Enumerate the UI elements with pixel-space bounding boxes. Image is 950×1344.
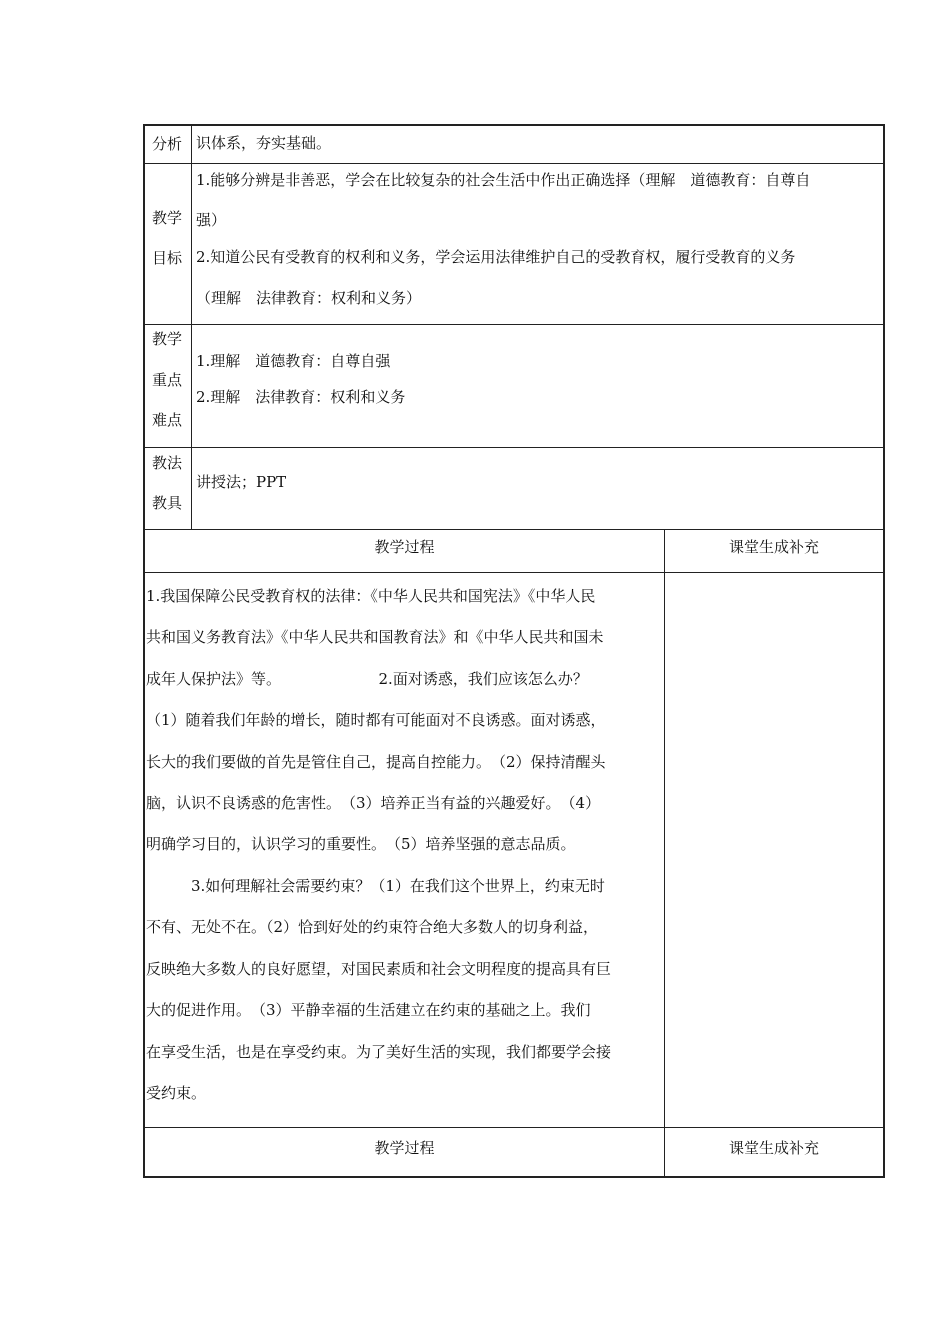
analysis-content: 识体系，夯实基础。: [196, 134, 332, 152]
process-line: 反映绝大多数人的良好愿望，对国民素质和社会文明程度的提高具有巨: [146, 960, 612, 978]
methods-content: 讲授法；PPT: [196, 473, 287, 491]
methods-label-line1: 教法: [151, 454, 182, 472]
table-border-left: [143, 124, 145, 1178]
process-line: 受约束。: [146, 1084, 207, 1102]
keypoints-line: 1.理解 道德教育：自尊自强: [196, 352, 391, 370]
row-divider: [143, 447, 885, 448]
process-line: 3.如何理解社会需要约束？（1）在我们这个世界上，约束无时: [146, 877, 605, 895]
objectives-line: 强）: [196, 211, 227, 229]
process-line: 在享受生活，也是在享受约束。为了美好生活的实现，我们都要学会接: [146, 1043, 612, 1061]
process-header-left: 教学过程: [374, 538, 435, 556]
objectives-line: （理解 法律教育：权利和义务）: [196, 289, 422, 307]
row-divider: [143, 324, 885, 325]
analysis-label: 分析: [151, 135, 182, 153]
process-header-right-2: 课堂生成补充: [728, 1139, 819, 1157]
process-line: 长大的我们要做的首先是管住自己，提高自控能力。 （2）保持清醒头: [146, 753, 606, 771]
process-line: 大的促进作用。 （3）平静幸福的生活建立在约束的基础之上。我们: [146, 1001, 591, 1019]
objectives-line: 1.能够分辨是非善恶，学会在比较复杂的社会生活中作出正确选择（理解 道德教育：自尊自: [196, 171, 811, 189]
table-border-right: [883, 124, 885, 1178]
keypoints-label-line3: 难点: [151, 411, 182, 429]
objectives-label-line2: 目标: [151, 249, 182, 267]
process-header-left-2: 教学过程: [374, 1139, 435, 1157]
keypoints-label-line2: 重点: [151, 371, 182, 389]
process-line: 1.我国保障公民受教育权的法律：《中华人民共和国宪法》《中华人民: [146, 587, 596, 605]
table-border-bottom: [143, 1176, 885, 1178]
label-column-divider: [191, 124, 192, 529]
process-line: 成年人保护法》等。 2.面对诱惑，我们应该怎么办？: [146, 670, 588, 688]
process-line: 不有、无处不在。（2）恰到好处的约束符合绝大多数人的切身利益，: [146, 918, 599, 936]
methods-label-line2: 教具: [151, 494, 182, 512]
objectives-label-line1: 教学: [151, 209, 182, 227]
process-column-divider: [664, 529, 665, 1178]
process-line: 明确学习目的，认识学习的重要性。 （5）培养坚强的意志品质。: [146, 835, 576, 853]
process-header-right: 课堂生成补充: [728, 538, 819, 556]
keypoints-label-line1: 教学: [151, 330, 182, 348]
row-divider: [143, 572, 885, 573]
process-line: 脑，认识不良诱惑的危害性。 （3）培养正当有益的兴趣爱好。 （4）: [146, 794, 601, 812]
process-line: （1）随着我们年龄的增长，随时都有可能面对不良诱惑。面对诱惑，: [146, 711, 606, 729]
process-line: 共和国义务教育法》《中华人民共和国教育法》和《中华人民共和国未: [146, 628, 604, 646]
keypoints-line: 2.理解 法律教育：权利和义务: [196, 388, 406, 406]
objectives-line: 2.知道公民有受教育的权利和义务，学会运用法律维护自己的受教育权，履行受教育的义务: [196, 248, 796, 266]
